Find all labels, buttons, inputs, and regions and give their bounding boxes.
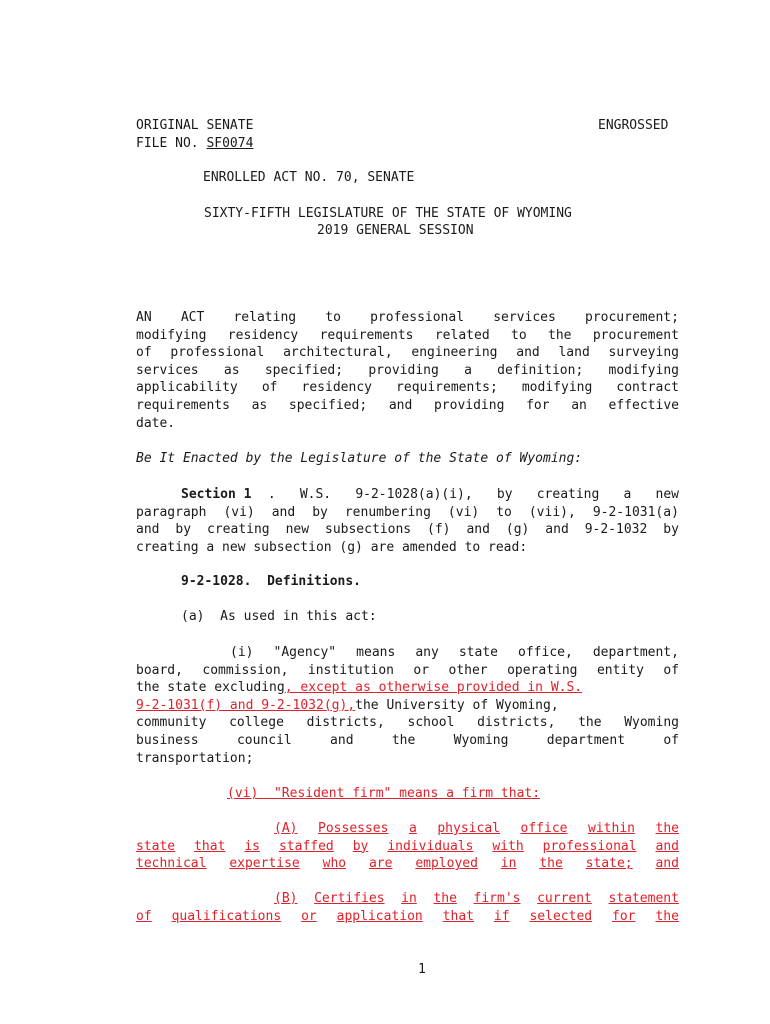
- word: that: [442, 908, 474, 924]
- word: entity: [596, 662, 644, 678]
- act-title-line-7: [136, 415, 679, 433]
- word: (vii),: [528, 504, 576, 520]
- word: relating: [233, 310, 297, 325]
- word: "Agency": [273, 645, 337, 660]
- word: or: [413, 662, 430, 678]
- word: office,: [518, 645, 573, 660]
- word: of: [136, 345, 152, 361]
- word: technical: [136, 856, 207, 872]
- word: definition;: [497, 362, 584, 378]
- word: 9-2-1032: [584, 522, 648, 538]
- word: college: [229, 715, 284, 731]
- word: and: [466, 522, 490, 538]
- section1-line-1: [136, 486, 679, 504]
- para-i-line-2: [136, 662, 679, 680]
- word: creating: [536, 487, 600, 502]
- word: architectural,: [283, 345, 393, 361]
- word: application: [336, 908, 423, 924]
- word: statement: [608, 891, 679, 906]
- word: (i): [230, 645, 254, 660]
- para-i-line-3: [136, 679, 679, 697]
- word: and: [655, 856, 679, 872]
- word: 9-2-1028(a)(i),: [355, 487, 473, 502]
- word: current: [537, 891, 592, 906]
- word: renumbering: [344, 504, 431, 520]
- word: creating: [136, 539, 199, 555]
- word: and: [655, 838, 679, 854]
- word: an: [571, 397, 587, 413]
- word: procurement;: [585, 310, 679, 325]
- enacting-clause: Be It Enacted by the Legislature of the State of Wyoming:: [136, 451, 583, 466]
- word: who: [322, 856, 347, 872]
- word: to: [496, 504, 512, 520]
- word: date.: [136, 415, 176, 431]
- act-title-line-5: [136, 379, 679, 397]
- word: business: [136, 732, 199, 748]
- para-vi-B-line-1: [136, 890, 679, 908]
- word: applicability: [136, 380, 238, 396]
- word: procurement: [592, 327, 679, 343]
- word: expertise: [229, 856, 300, 872]
- word: a: [409, 821, 417, 836]
- word: AN: [136, 310, 152, 325]
- word: and: [516, 345, 540, 361]
- word: (A): [274, 821, 298, 836]
- original-senate-label: ORIGINAL SENATE: [136, 118, 254, 133]
- word: Wyoming: [624, 715, 679, 731]
- subsection-a: (a) As used in this act:: [181, 609, 377, 624]
- para-vi-B-line-2: [136, 908, 679, 926]
- session-title: 2019 GENERAL SESSION: [317, 223, 474, 238]
- word: and: [545, 522, 569, 538]
- word: Certifies: [314, 891, 385, 906]
- word: within: [588, 821, 635, 836]
- word: professional: [370, 310, 465, 325]
- word: the: [539, 856, 563, 872]
- word: modifying: [521, 380, 593, 396]
- word: staffed: [278, 838, 334, 854]
- word: engineering: [411, 345, 498, 361]
- word: requirements: [319, 327, 414, 343]
- word: other: [448, 662, 488, 678]
- word: physical: [437, 821, 500, 836]
- word: (vi): [223, 504, 255, 520]
- word: the: [548, 327, 572, 343]
- word: modifying: [608, 362, 679, 378]
- word: to: [464, 539, 481, 555]
- section-label: Section 1: [181, 487, 252, 502]
- word: (g): [339, 539, 363, 555]
- word: contract: [616, 380, 679, 396]
- act-title-line-2: [136, 327, 679, 345]
- word: new: [285, 522, 310, 538]
- word: is: [244, 838, 261, 854]
- page-number: 1: [418, 962, 426, 977]
- word: are: [368, 856, 393, 872]
- word: services: [136, 362, 199, 378]
- word: of: [663, 662, 679, 678]
- word: qualifications: [171, 908, 282, 924]
- para-vi-A-line-1: [136, 820, 679, 838]
- word: land: [558, 345, 590, 361]
- word: by: [175, 522, 192, 538]
- word: and: [136, 522, 160, 538]
- para-vi-heading: (vi) "Resident firm" means a firm that:: [227, 786, 541, 801]
- word: with: [492, 838, 524, 854]
- para-i-inserted-text-1: , except as otherwise provided in W.S.: [284, 680, 583, 696]
- word: new: [655, 487, 679, 502]
- word: 9-2-1031(a): [592, 504, 679, 520]
- word: providing: [368, 362, 439, 378]
- word: to: [325, 310, 341, 325]
- word: in: [500, 856, 517, 872]
- word: the: [391, 732, 416, 748]
- word: creating: [207, 522, 270, 538]
- file-number: [136, 135, 253, 152]
- legislature-title: SIXTY-FIFTH LEGISLATURE OF THE STATE OF WYOMING: [204, 206, 572, 221]
- word: employed: [415, 856, 478, 872]
- word: commission,: [202, 662, 289, 678]
- word: and: [330, 732, 354, 748]
- word: districts,: [477, 715, 556, 731]
- word: specified;: [264, 362, 344, 378]
- word: modifying: [136, 327, 207, 343]
- definitions-heading: 9-2-1028. Definitions.: [181, 574, 362, 589]
- word: as: [223, 362, 240, 378]
- para-i-line-3-text: the state excluding: [136, 680, 285, 696]
- word: W.S.: [299, 487, 332, 502]
- section-label-period: .: [267, 487, 276, 502]
- word: related: [434, 327, 490, 343]
- word: new: [222, 539, 246, 555]
- word: requirements;: [396, 380, 498, 396]
- enrolled-act-title: ENROLLED ACT NO. 70, SENATE: [203, 170, 415, 185]
- word: operating: [507, 662, 578, 678]
- word: or: [301, 908, 317, 924]
- word: any: [415, 645, 439, 660]
- word: in: [401, 891, 417, 906]
- word: community: [136, 715, 207, 731]
- paragraph-i: [136, 644, 679, 767]
- section1-line-3: [136, 521, 679, 539]
- word: and: [388, 397, 413, 413]
- word: by: [496, 487, 513, 502]
- word: board,: [136, 662, 183, 678]
- section1-line-2: [136, 504, 679, 522]
- word: of: [136, 908, 152, 924]
- word: the: [433, 891, 457, 906]
- para-i-line-4: [136, 697, 679, 715]
- word: by: [352, 838, 369, 854]
- word: firm's: [473, 891, 521, 906]
- word: a: [206, 539, 215, 555]
- word: the: [578, 715, 602, 731]
- word: state: [136, 838, 176, 854]
- word: ACT: [180, 310, 205, 325]
- word: effective: [608, 397, 679, 413]
- para-i-line-7: [136, 750, 679, 768]
- word: if: [493, 908, 510, 924]
- word: office: [520, 821, 568, 836]
- word: providing: [433, 397, 505, 413]
- word: read:: [488, 539, 528, 555]
- word: surveying: [608, 345, 679, 361]
- para-i-inserted-text-2: 9-2-1031(f) and 9-2-1032(g),: [136, 697, 356, 713]
- word: department,: [592, 645, 679, 660]
- word: of: [663, 732, 679, 748]
- word: selected: [529, 908, 593, 924]
- word: a: [464, 362, 472, 378]
- act-title-line-3: [136, 344, 679, 362]
- word: (vi): [447, 504, 480, 520]
- word: (g): [505, 522, 530, 538]
- file-no-value: SF0074: [206, 136, 254, 151]
- word: residency: [227, 327, 299, 343]
- word: the: [655, 908, 679, 924]
- word: to: [511, 327, 527, 343]
- para-vi-A-line-3: [136, 855, 679, 873]
- word: individuals: [387, 838, 474, 854]
- word: residency: [301, 380, 372, 396]
- para-vi-B: [136, 890, 679, 925]
- file-no-label: FILE NO.: [136, 136, 199, 151]
- word: services: [493, 310, 556, 325]
- para-i-line-6: [136, 732, 679, 750]
- word: state: [458, 645, 498, 660]
- word: of: [261, 380, 278, 396]
- word: professional: [170, 345, 265, 361]
- word: paragraph: [136, 504, 207, 520]
- word: for: [612, 908, 636, 924]
- act-title-line-1: [136, 309, 679, 327]
- act-title-line-4: [136, 362, 679, 380]
- word: state;: [585, 856, 633, 872]
- word: (B): [274, 891, 298, 906]
- para-i-line-5: [136, 714, 679, 732]
- para-i-line-7-text: transportation;: [136, 750, 254, 766]
- para-i-line-1: [136, 644, 679, 662]
- word: by: [663, 522, 679, 538]
- word: are: [370, 539, 395, 555]
- section1-paragraph: [136, 486, 679, 556]
- para-vi-A: [136, 820, 679, 873]
- word: districts,: [306, 715, 385, 731]
- word: that: [194, 838, 226, 854]
- word: school: [407, 715, 455, 731]
- word: means: [356, 645, 396, 660]
- word: specified;: [288, 397, 368, 413]
- word: requirements: [136, 397, 230, 413]
- word: subsection: [253, 539, 332, 555]
- word: the: [655, 821, 679, 836]
- section1-line-4: [136, 539, 679, 557]
- word: amended: [401, 539, 457, 555]
- word: Wyoming: [453, 732, 509, 748]
- para-vi-A-line-2: [136, 838, 679, 856]
- act-title-paragraph: [136, 309, 679, 432]
- word: institution: [307, 662, 394, 678]
- word: as: [251, 397, 268, 413]
- word: for: [526, 397, 550, 413]
- engrossed-label: ENGROSSED: [598, 118, 669, 133]
- word: by: [312, 504, 328, 520]
- word: subsections: [325, 522, 412, 538]
- word: department: [546, 732, 626, 748]
- word: Possesses: [318, 821, 389, 836]
- word: a: [623, 487, 632, 502]
- para-i-line-4-text: the University of Wyoming,: [355, 697, 559, 713]
- word: and: [271, 504, 296, 520]
- word: (f): [427, 522, 451, 538]
- word: professional: [542, 838, 637, 854]
- act-title-line-6: [136, 397, 679, 415]
- word: council: [236, 732, 292, 748]
